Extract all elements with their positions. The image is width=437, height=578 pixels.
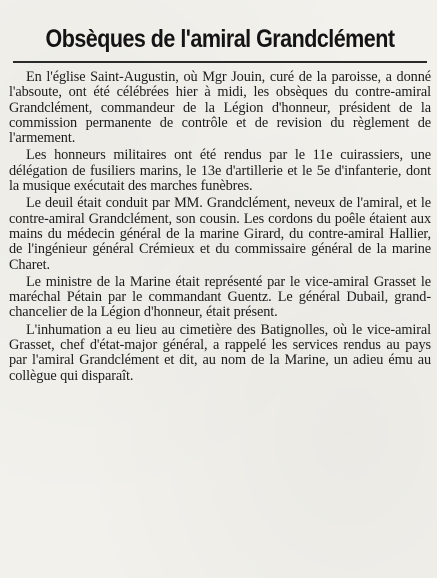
paragraph-military-honors: Les honneurs militaires ont été rendus par le 11e cuirassiers, une délégation de fusiliers marins, le 13e d'artillerie et le 5e d'infanterie, dont la musique exécutait des marches funèbres. xyxy=(9,147,431,195)
paragraph-mourners: Le deuil était conduit par MM. Grandclément, neveux de l'amiral, et le contre-amiral Grandclément, son cousin. Les cordons du poêle étaient aux mains du médecin général de la marine Girard, du contre-amiral Hallier, de l'ingénieur général Crémieux et du commissaire général de la marine Charet. xyxy=(9,195,431,273)
paragraph-officials: Le ministre de la Marine était représenté par le vice-amiral Grasset le maréchal Pétain par le commandant Guentz. Le général Dubail, grand-chancelier de la Légion d'honneur, était présent. xyxy=(9,273,431,321)
headline-rule xyxy=(13,61,427,63)
article-body xyxy=(9,70,431,384)
paragraph-funeral-service: En l'église Saint-Augustin, où Mgr Jouin, curé de la paroisse, a donné l'absoute, ont été célébrées hier à midi, les obsèques du contre-amiral Grandclément, commandeur de la Légion d'honneur, président de la commission permanente de contrôle et de revision du règlement de l'armement. xyxy=(9,69,431,147)
article-headline: Obsèques de l'amiral Grandclément xyxy=(45,25,395,53)
paragraph-burial: L'inhumation a eu lieu au cimetière des Batignolles, où le vice-amiral Grasset, chef d'état-major général, a rappelé les services rendus au pays par l'amiral Grandclément et dit, au nom de la Marine, un adieu ému au collègue qui disparaît. xyxy=(9,321,431,384)
